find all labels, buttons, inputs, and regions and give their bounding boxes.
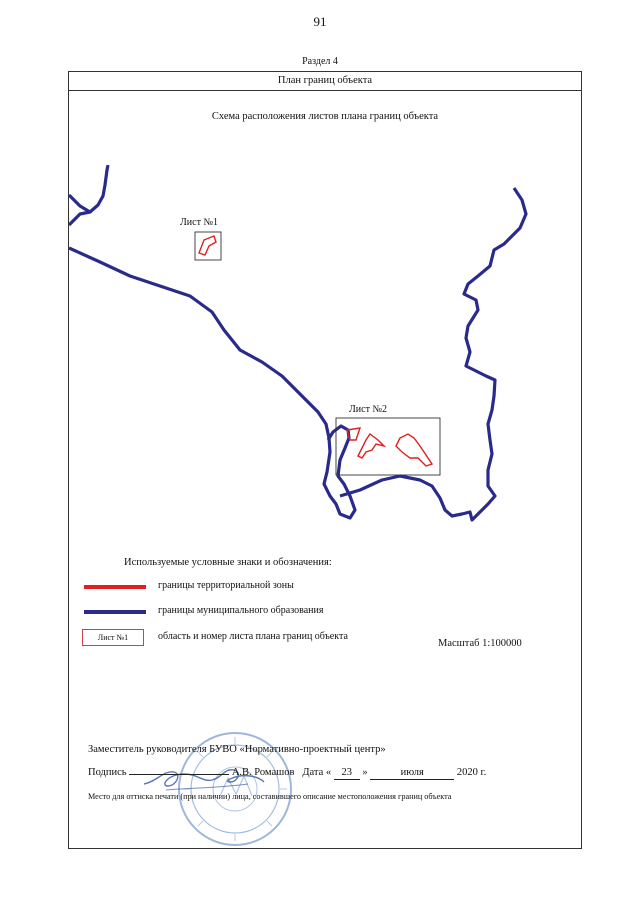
date-prefix: Дата « <box>302 767 332 778</box>
sheet1-label: Лист №1 <box>180 217 218 228</box>
date-mid: » <box>362 767 368 778</box>
municipal-border-river-branch <box>69 212 90 225</box>
page-number: 91 <box>313 14 327 29</box>
scheme-title: Схема расположения листов плана границ объекта <box>211 111 439 122</box>
sheet1-zone <box>199 236 216 255</box>
date-year: 2020 г. <box>456 767 487 778</box>
signature-line <box>88 767 486 780</box>
legend-sheet-area-text: область и номер листа плана границ объекта <box>158 631 348 642</box>
plan-header: План границ объекта <box>68 71 582 91</box>
legend-zone-border-text: границы территориальной зоны <box>158 580 294 591</box>
sheet2-label: Лист №2 <box>349 404 387 415</box>
section-label: Раздел 4 <box>302 56 338 67</box>
signature-field <box>129 774 229 775</box>
legend-municipal-border-swatch <box>84 610 146 614</box>
deputy-position-line: Заместитель руководителя БУВО «Нормативно-проектный центр» <box>88 744 386 755</box>
sheet2-box <box>336 418 440 475</box>
legend-title: Используемые условные знаки и обозначения: <box>124 557 332 568</box>
stamp-note: Место для оттиска печати (при наличии) лица, составившего описание местоположения границ объекта <box>88 792 452 801</box>
municipal-border-main <box>69 248 355 518</box>
date-month: июля <box>370 767 454 780</box>
map-scheme <box>69 165 581 530</box>
sheet1-box <box>195 232 221 260</box>
legend-zone-border-swatch <box>84 585 146 589</box>
legend-sheet-box: Лист №1 <box>82 629 144 646</box>
legend-municipal-border-text: границы муниципального образования <box>158 605 324 616</box>
municipal-border-coast <box>340 188 526 520</box>
municipal-border-river <box>69 165 108 212</box>
date-day: 23 <box>334 767 360 780</box>
sign-prefix: Подпись <box>88 767 127 778</box>
sheet2-zone-c <box>396 434 432 466</box>
signer-name: А.В. Ромашов <box>231 767 295 778</box>
scale-label: Масштаб 1:100000 <box>438 638 522 649</box>
sheet2-zone-b <box>358 434 384 458</box>
